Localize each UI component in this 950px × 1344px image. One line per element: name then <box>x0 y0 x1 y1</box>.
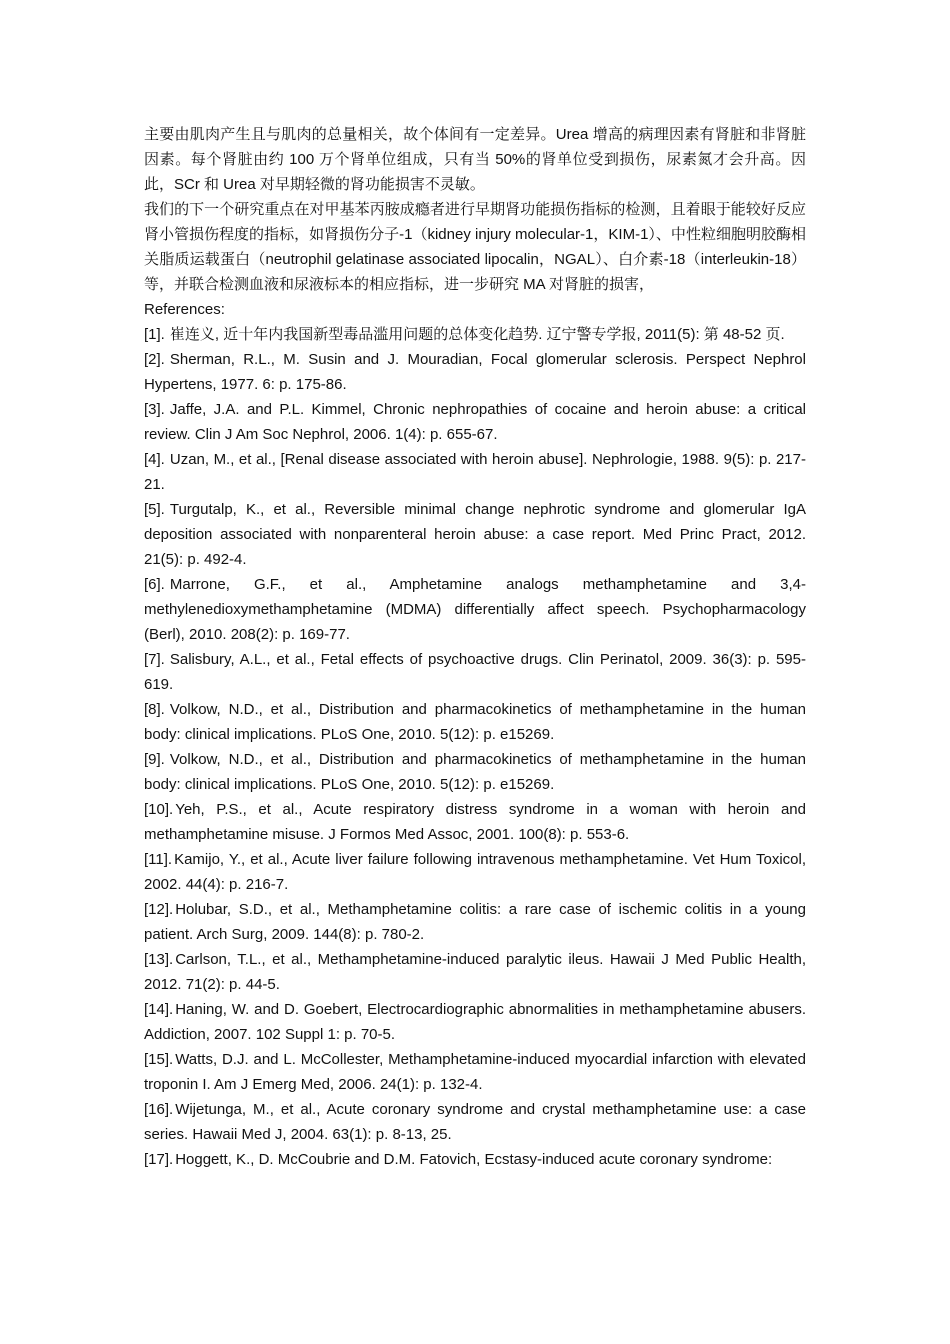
reference-number: [14]. <box>144 1001 174 1018</box>
reference-text: Marrone, G.F., et al., Amphetamine analogs methamphetamine and 3,4-methylenedioxymethamphetamine (MDMA) differentially affect speech. Psychopharmacology (Berl), 2010. 208(2): p. 169-77. <box>144 576 806 643</box>
reference-number: [16]. <box>144 1101 174 1118</box>
reference-item <box>144 447 806 497</box>
reference-item <box>144 747 806 797</box>
reference-text: 崔连义, 近十年内我国新型毒品滥用问题的总体变化趋势. 辽宁警专学报, 2011(5): 第 48-52 页. <box>169 326 785 343</box>
reference-item <box>144 397 806 447</box>
references-heading: References: <box>144 301 225 318</box>
reference-text: Wijetunga, M., et al., Acute coronary syndrome and crystal methamphetamine use: a case series. Hawaii Med J, 2004. 63(1): p. 8-13, 25. <box>144 1101 806 1143</box>
reference-number: [10]. <box>144 801 174 818</box>
reference-item <box>144 497 806 572</box>
reference-number: [6]. <box>144 576 165 593</box>
reference-number: [9]. <box>144 751 165 768</box>
reference-item <box>144 347 806 397</box>
reference-item <box>144 997 806 1047</box>
reference-item <box>144 797 806 847</box>
reference-number: [15]. <box>144 1051 174 1068</box>
reference-number: [4]. <box>144 451 165 468</box>
reference-list <box>144 322 806 1172</box>
reference-item <box>144 897 806 947</box>
reference-item <box>144 322 806 347</box>
reference-number: [2]. <box>144 351 165 368</box>
reference-text: Sherman, R.L., M. Susin and J. Mouradian, Focal glomerular sclerosis. Perspect Nephrol Hypertens, 1977. 6: p. 175-86. <box>144 351 806 393</box>
reference-text: Haning, W. and D. Goebert, Electrocardiographic abnormalities in methamphetamine abusers. Addiction, 2007. 102 Suppl 1: p. 70-5. <box>144 1001 806 1043</box>
reference-number: [7]. <box>144 651 165 668</box>
reference-item <box>144 947 806 997</box>
reference-number: [11]. <box>144 851 173 868</box>
reference-text: Hoggett, K., D. McCoubrie and D.M. Fatovich, Ecstasy-induced acute coronary syndrome: <box>175 1151 773 1168</box>
reference-number: [17]. <box>144 1151 174 1168</box>
reference-number: [13]. <box>144 951 174 968</box>
body-paragraph: 我们的下一个研究重点在对甲基苯丙胺成瘾者进行早期肾功能损伤指标的检测，且着眼于能较好反应肾小管损伤程度的指标，如肾损伤分子-1（kidney injury molecular-1，KIM-1）、中性粒细胞明胶酶相关脂质运载蛋白（neutrophil gelatinase associated lipocalin，NGAL）、白介素-18（interleukin-18）等，并联合检测血液和尿液标本的相应指标，进一步研究 MA 对肾脏的损害， <box>144 201 806 293</box>
reference-text: Uzan, M., et al., [Renal disease associated with heroin abuse]. Nephrologie, 1988. 9(5): p. 217-21. <box>144 451 806 493</box>
reference-text: Holubar, S.D., et al., Methamphetamine colitis: a rare case of ischemic colitis in a young patient. Arch Surg, 2009. 144(8): p. 780-2. <box>144 901 806 943</box>
reference-item <box>144 647 806 697</box>
reference-text: Volkow, N.D., et al., Distribution and pharmacokinetics of methamphetamine in the human body: clinical implications. PLoS One, 2010. 5(12): p. e15269. <box>144 701 806 743</box>
body-paragraph: 主要由肌肉产生且与肌肉的总量相关，故个体间有一定差异。Urea 增高的病理因素有肾脏和非肾脏因素。每个肾脏由约 100 万个肾单位组成，只有当 50%的肾单位受到损伤，尿素氮才会升高。因此，SCr 和 Urea 对早期轻微的肾功能损害不灵敏。 <box>144 126 806 193</box>
reference-text: Yeh, P.S., et al., Acute respiratory distress syndrome in a woman with heroin and methamphetamine misuse. J Formos Med Assoc, 2001. 100(8): p. 553-6. <box>144 801 806 843</box>
reference-number: [3]. <box>144 401 165 418</box>
reference-item <box>144 1097 806 1147</box>
reference-number: [1]. <box>144 326 165 343</box>
document-page <box>144 122 806 1172</box>
reference-item <box>144 697 806 747</box>
reference-number: [5]. <box>144 501 165 518</box>
reference-text: Watts, D.J. and L. McCollester, Methamphetamine-induced myocardial infarction with elevated troponin I. Am J Emerg Med, 2006. 24(1): p. 132-4. <box>144 1051 806 1093</box>
reference-item <box>144 1047 806 1097</box>
reference-item <box>144 1147 806 1172</box>
reference-text: Kamijo, Y., et al., Acute liver failure following intravenous methamphetamine. Vet Hum Toxicol, 2002. 44(4): p. 216-7. <box>144 851 806 893</box>
reference-item <box>144 847 806 897</box>
reference-number: [8]. <box>144 701 165 718</box>
reference-text: Turgutalp, K., et al., Reversible minimal change nephrotic syndrome and glomerular IgA deposition associated with nonparenteral heroin abuse: a case report. Med Princ Pract, 2012. 21(5): p. 492-4. <box>144 501 806 568</box>
reference-item <box>144 572 806 647</box>
reference-text: Volkow, N.D., et al., Distribution and pharmacokinetics of methamphetamine in the human body: clinical implications. PLoS One, 2010. 5(12): p. e15269. <box>144 751 806 793</box>
reference-text: Carlson, T.L., et al., Methamphetamine-induced paralytic ileus. Hawaii J Med Public Health, 2012. 71(2): p. 44-5. <box>144 951 806 993</box>
reference-text: Jaffe, J.A. and P.L. Kimmel, Chronic nephropathies of cocaine and heroin abuse: a critical review. Clin J Am Soc Nephrol, 2006. 1(4): p. 655-67. <box>144 401 806 443</box>
reference-text: Salisbury, A.L., et al., Fetal effects of psychoactive drugs. Clin Perinatol, 2009. 36(3): p. 595-619. <box>144 651 806 693</box>
reference-number: [12]. <box>144 901 174 918</box>
